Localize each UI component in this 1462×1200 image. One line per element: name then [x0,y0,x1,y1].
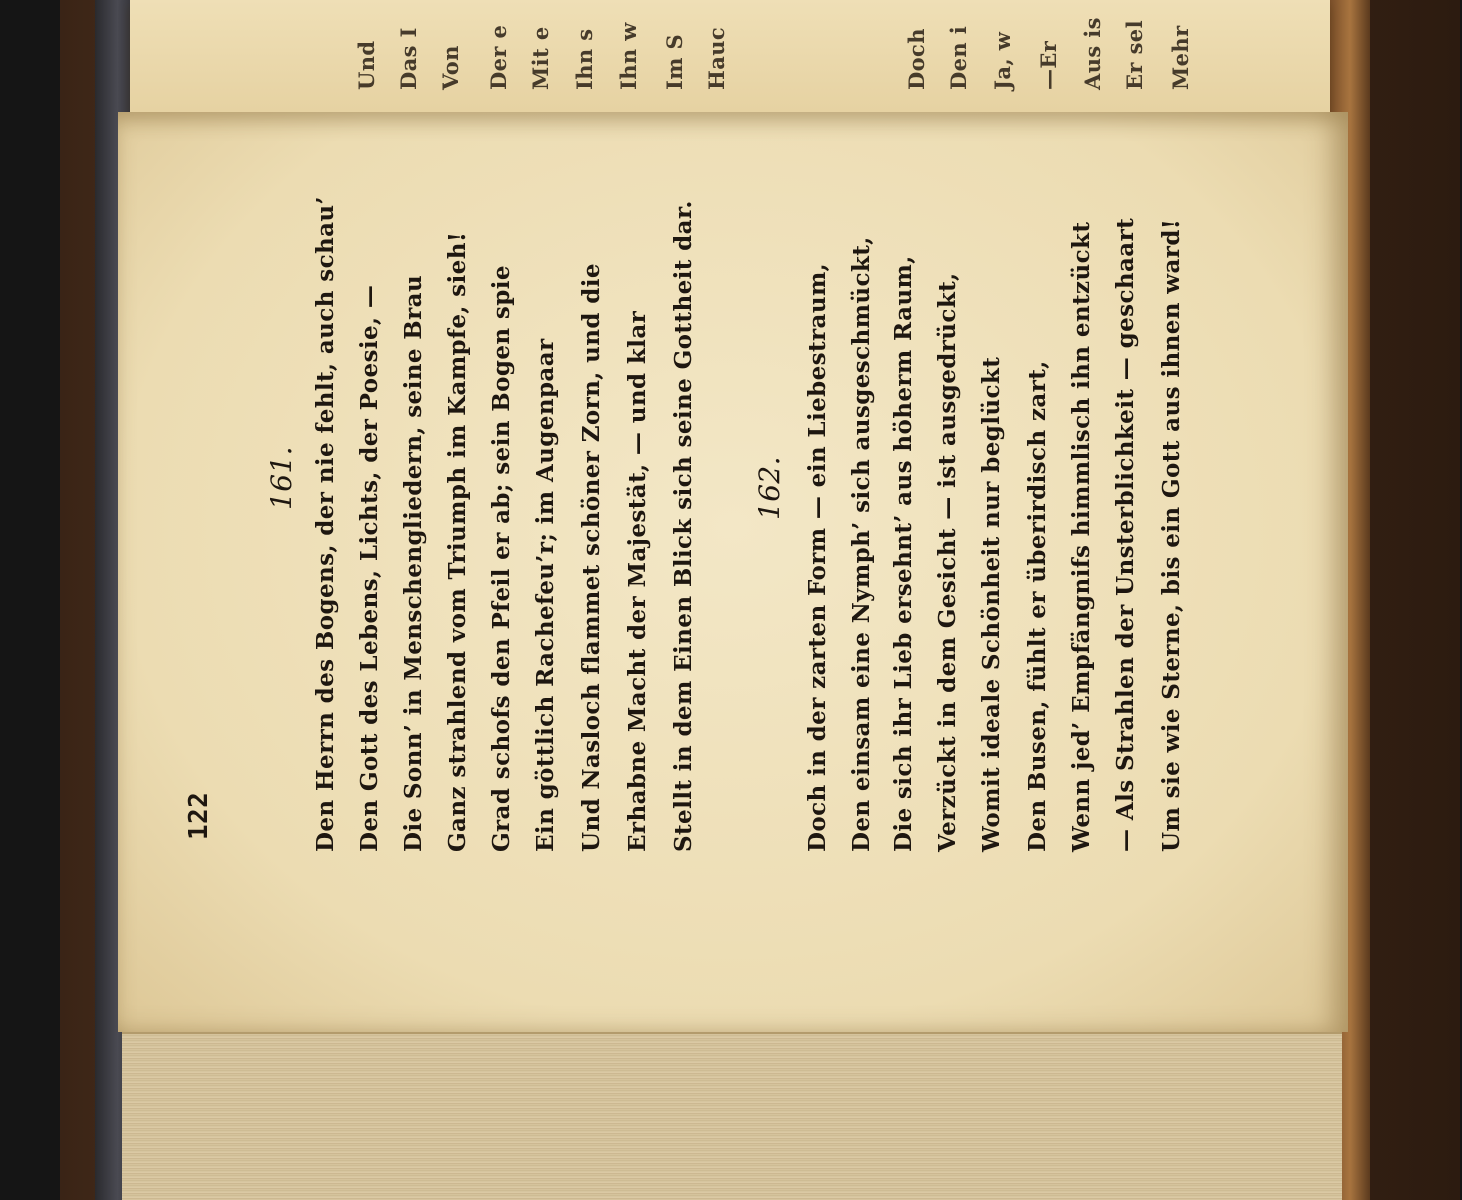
facing-line: Ihn s [572,28,597,90]
verse-line: Womit ideale Schönheit nur beglückt [978,356,1005,852]
facing-line: Von [438,45,463,90]
verse-line: Um sie wie Sterne, bis ein Gott aus ihnen ward! [1158,218,1185,852]
page-number: 122 [184,791,214,840]
verse-line: Grad schofs den Pfeil er ab; sein Bogen spie [488,265,515,852]
verse-line: Verzückt in dem Gesicht — ist ausgedrückt, [934,272,961,852]
verse-line: Stellt in dem Einen Blick sich seine Gottheit dar. [670,200,697,852]
verse-line: Den Gott des Lebens, Lichts, der Poesie, — [356,284,383,852]
facing-line: Mit e [528,26,553,90]
verse-line: Ein göttlich Rachefeu’r; im Augenpaar [532,338,559,852]
page-fore-edge [122,1032,1342,1200]
verse-line: Den Busen, fühlt er überirdisch zart, [1024,360,1051,852]
facing-line: Aus is [1080,17,1105,90]
verse-line: Den einsam eine Nymph’ sich ausgeschmückt, [848,236,875,852]
facing-line: Ihn w [616,22,641,90]
facing-line: Mehr [1168,25,1193,90]
verse-line: Doch in der zarten Form — ein Liebestraum, [804,262,831,852]
verse-line: Ganz strahlend vom Triumph im Kampfe, sieh! [444,231,471,852]
facing-line: Er sel [1122,20,1147,90]
verse-line: Den Herrn des Bogens, der nie fehlt, auch schau’ [312,196,339,852]
facing-line: Den i [946,25,971,90]
verse-line: Wenn jed’ Empfängnifs himmlisch ihn entzückt [1068,221,1095,852]
facing-line: —Er [1036,40,1061,90]
verse-line: Die sich ihr Lieb ersehnt’ aus höherm Raum, [890,255,917,852]
stanza-number: 162. [753,456,786,520]
facing-line: Und [354,40,379,90]
facing-line: Das I [396,27,421,90]
facing-line: Ja, w [990,31,1015,90]
facing-line: Der e [486,24,511,90]
verse-line: Die Sonn’ in Menschengliedern, seine Brau [400,274,427,852]
facing-line: Im S [662,33,687,90]
verse-line: Und Nasloch flammet schöner Zorn, und die [578,263,605,852]
facing-line: Hauc [704,26,729,90]
verse-line: — Als Strahlen der Unsterblichkeit — geschaart [1112,217,1139,852]
stanza-number: 161. [265,446,298,510]
verse-line: Erhabne Macht der Majestät, — und klar [624,310,651,852]
facing-line: Doch [904,28,929,90]
facing-page [130,0,1330,112]
